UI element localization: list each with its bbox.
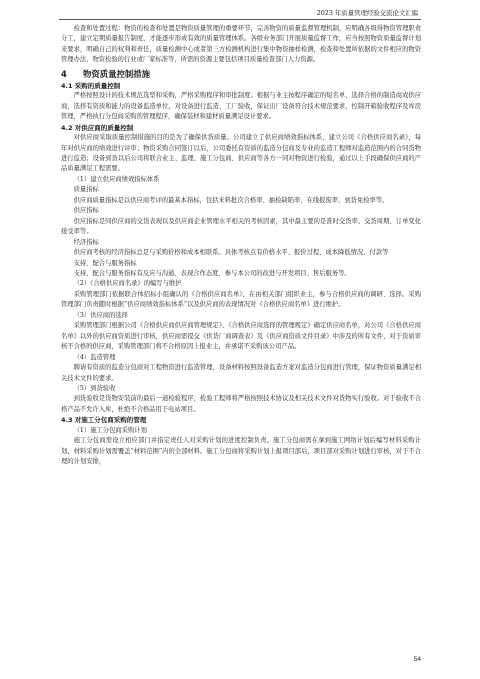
paragraph: 检查和处置过程：物资的检查和处置是物资质量管理的重要环节，完善物资的质量监督管理机制，应明确各级得物资管理职责分工，建立定期质量报告制度，才能逐步形成有效的质量管理体系。各级业务部门开展质量监督工作，应当按照物资质量监督计划来要求，明确自己的权利和责任，质量检测中心或者第三方检测机构进行集中物资抽样检测，检查和处置所依据的文件相应的物资管理办法、物资检验的行业或厂家标准等，所需的资源主要包括项目质量检查部门人力资源。: [61, 25, 421, 64]
item-heading: （1）建立供应商绩效指标体系: [73, 175, 160, 183]
item-subheading: 支持、配合与服务指标: [73, 259, 137, 267]
item-subheading: 经济指标: [73, 238, 99, 246]
subsection-heading: 4.2 对供应商的质量控制: [61, 123, 134, 132]
subsection-heading: 4.1 采购的质量控制: [61, 81, 121, 90]
paragraph: 采购管理部门根据公司《合格供应商供应商管理规定》、《合格供应商选择的管理规定》确定供应商名单，对公司《合格供应商名单》以外的供应商资质进行审核，供应商需提交《供货厂商调查表》及《供应商资质文件目录》中涉及的所有文件，对于资质审核不合格的供应商，采购管理部门将不合格原因上报业主，并承诺不采购该公司产品。: [61, 322, 421, 351]
item-heading: （5）到货验收: [73, 384, 116, 392]
header-rule: [59, 19, 421, 20]
page-number: 54: [413, 656, 421, 663]
section-title: 物资质量控制措施: [83, 68, 150, 79]
page-body: [61, 24, 421, 468]
paragraph: 对供应商采取质量控制措施的目的是为了确保供货质量。公司建立了供应商绩效指标体系，建立公司《合格供应商名录》，每年对供应商的绩效进行评审；物资采购合同签订以后，公司委托有资质的监造分包商及专业的监造工程师对监造范围内的合同货物进行监造；设备到货以后公司将联合业主、监理、施工分包商、供应商等各方一同对物资进行检验，通过以上手段确保供应商的产品质量满足工程需要。: [61, 134, 421, 173]
paragraph: 支持、配合与服务指标有反应与沟通、表现合作态度、参与本公司的改进与开发项目、售后服务等。: [73, 269, 351, 277]
section-number: 4: [61, 68, 67, 79]
paragraph: 采购管理部门依据联合体招标小组确认的《合格供应商名单》，在由相关部门组织业主，参与合格供应商的调研、选择。采购管理部门负责随时根据“供应商绩效指标体系”以及供应商的表现情况对《合格供应商名单》进行维护。: [61, 290, 421, 309]
paragraph: 供应商质量指标是以供应商考评的最基本指标，包括来料批次合格率、抽检缺陷率、在线报废率、到货免检率等。: [73, 196, 389, 204]
paragraph: 到货验收是货物安装前的最后一道检验程序，检验工程师将严格按照技术协议及相关技术文件对货物实行验收。对于验收不合格产品不允许入库，杜绝不合格品用于电站项目。: [61, 395, 421, 413]
item-subheading: 供应指标: [73, 207, 99, 215]
running-header: 2023 年质量管理经验交流论文汇编: [316, 9, 418, 17]
paragraph: 严格按照设计的技术规范选型和采购，严格采购程序和审批制度；根据与业主按程序确定的短名单，选择合格的制造商或供应商，选择有资质和能力的设备监造单位，对设备进行监造、工厂验收，保证出厂设备符合技术规范要求，控制开箱验收程序及库房管理，严格执行分包商采购的管理程序，确保装材和建材质量满足设计要求。: [61, 92, 421, 121]
item-subheading: 质量指标: [73, 186, 99, 194]
paragraph: 供应商考核的经济指标总是与采购价格和成本相联系。具体考核点有价格水平、报价过程、成本降低情况、付款等: [73, 249, 389, 257]
paragraph: 供应指标是同供应商的交货表现以及供应商企业管理水平相关的考核因素，其中最主要的是准时交货率、交货周期、订单变化接受率等。: [61, 217, 421, 236]
paragraph: 聘请有资质的监造分包商对工程物资进行监造管理，设备材料按照设备监造方案对监造分包商进行管理，保证物资质量满足相关技术文件的要求。: [61, 364, 421, 382]
item-heading: （1）施工分包商采购计划: [73, 426, 147, 434]
item-heading: （4）监造管理: [73, 353, 116, 361]
item-heading: （3）供应商的选择: [73, 311, 128, 319]
paragraph: 施工分包商需设立相应部门并指定责任人对采购计划的进度控制负责。施工分包商需在拿到施工网络计划后编写材料采购计划，材料采购计划需覆盖“材料范围”内的全部材料。施工分包商将采购计划上报项目部后，项目部对采购计划进行审核，对于不合理的计划安排，: [61, 437, 421, 466]
item-heading: （2）《合格供应商名录》的编写与维护: [73, 280, 182, 288]
section-heading: [61, 68, 421, 81]
subsection-heading: 4.3 对施工分包商采购的管理: [61, 416, 147, 425]
